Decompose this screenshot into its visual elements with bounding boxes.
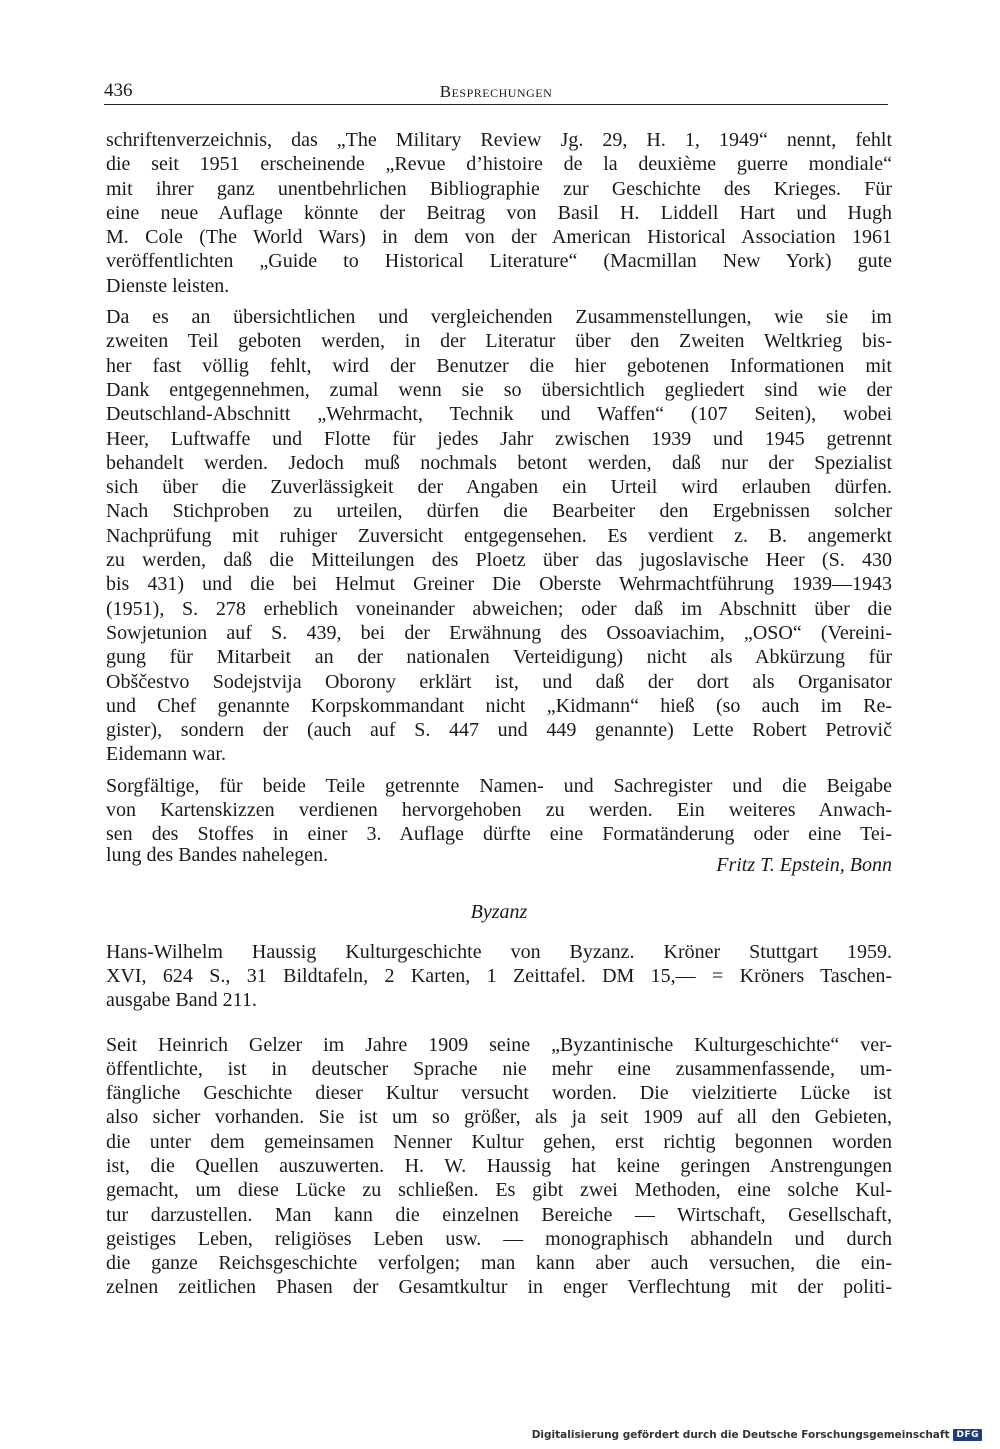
text-line: Da es an übersichtlichen und vergleichenden Zusammenstellungen, wie sie im <box>106 306 892 329</box>
running-head: Besprechungen <box>439 82 553 101</box>
text-line: Nachprüfung mit ruhiger Zuversicht entgegensehen. Es verdient z. B. angemerkt <box>106 524 892 547</box>
footer-text: Digitalisierung gefördert durch die Deutsche Forschungsgemeinschaft <box>531 1429 950 1441</box>
text-line: Deutschland-Abschnitt „Wehrmacht, Technik und Waffen“ (107 Seiten), wobei <box>106 403 892 426</box>
text-line: gemacht, um diese Lücke zu schließen. Es gibt zwei Methoden, eine solche Kul- <box>106 1179 892 1202</box>
text-line: die ganze Reichsgeschichte verfolgen; man kann aber auch versuchen, die ein- <box>106 1252 892 1275</box>
section-title: Byzanz <box>470 900 528 923</box>
page-body <box>106 128 892 1300</box>
paragraph-1 <box>106 128 892 298</box>
text-line: veröffentlichten „Guide to Historical Literature“ (Macmillan New York) gute <box>106 250 892 273</box>
text-line: und Chef genannte Korpskommandant nicht „Kidmann“ hieß (so auch im Re- <box>106 694 892 717</box>
text-line: Sowjetunion auf S. 439, bei der Erwähnung des Ossoaviachim, „OSO“ (Vereini- <box>106 621 892 644</box>
text-line: öffentlichte, ist in deutscher Sprache nie mehr eine zusammenfassende, um- <box>106 1057 892 1080</box>
text-line: sich über die Zuverlässigkeit der Angaben ein Urteil wird erlauben dürfen. <box>106 476 892 499</box>
text-line: mit ihrer ganz unentbehrlichen Bibliographie zur Geschichte des Krieges. Für <box>106 177 892 200</box>
text-line: Dienste leisten. <box>106 274 230 297</box>
text-line: Dank entgegennehmen, zumal wenn sie so übersichtlich gegliedert sind wie der <box>106 378 892 401</box>
text-line: eine neue Auflage könnte der Beitrag von Basil H. Liddell Hart und Hugh <box>106 201 892 224</box>
dfg-logo: DFG <box>953 1429 982 1441</box>
text-line: geistiges Leben, religiöses Leben usw. — monographisch abhandeln und durch <box>106 1227 892 1250</box>
signature-row <box>106 843 892 876</box>
text-line: lung des Bandes nahelegen. <box>106 843 329 866</box>
text-line: M. Cole (The World Wars) in dem von der American Historical Association 1961 <box>106 226 892 249</box>
text-line: also sicher vorhanden. Sie ist um so größer, als ja seit 1909 auf all den Gebieten, <box>106 1106 892 1129</box>
text-line: die unter dem gemeinsamen Nenner Kultur gehen, erst richtig begonnen worden <box>106 1130 892 1153</box>
paragraph-2 <box>106 305 892 767</box>
paragraph-3 <box>106 774 892 876</box>
text-line: sen des Stoffes in einer 3. Auflage dürfte eine Formatänderung oder eine Tei- <box>106 823 892 846</box>
text-line: schriftenverzeichnis, das „The Military Review Jg. 29, H. 1, 1949“ nennt, fehlt <box>106 129 892 151</box>
text-line: zu werden, daß die Mitteilungen des Ploetz über das jugoslavische Heer (S. 430 <box>106 549 892 572</box>
text-line: zelnen zeitlichen Phasen der Gesamtkultur in enger Verflechtung mit der politi- <box>106 1276 892 1299</box>
text-line: fängliche Geschichte dieser Kultur versucht worden. Die vielzitierte Lücke ist <box>106 1082 892 1105</box>
text-line: Hans-Wilhelm Haussig Kulturgeschichte von Byzanz. Kröner Stuttgart 1959. <box>106 940 892 963</box>
page-header <box>104 80 888 105</box>
text-line: her fast völlig fehlt, wird der Benutzer die hier gebotenen Informationen mit <box>106 354 892 377</box>
page-number: 436 <box>104 80 133 101</box>
text-line: Nach Stichproben zu urteilen, dürfen die Bearbeiter den Ergebnissen solcher <box>106 500 892 523</box>
digitization-footer <box>532 1429 982 1441</box>
text-line: Seit Heinrich Gelzer im Jahre 1909 seine „Byzantinische Kulturgeschichte“ ver- <box>106 1033 892 1056</box>
text-line: Sorgfältige, für beide Teile getrennte Namen- und Sachregister und die Beigabe <box>106 774 892 797</box>
text-line: ausgabe Band 211. <box>106 989 257 1012</box>
text-line: Obščestvo Sodejstvija Oborony erklärt ist, und daß der dort als Organisator <box>106 670 892 693</box>
book-citation <box>106 940 892 1013</box>
text-line: zweiten Teil geboten werden, in der Literatur über den Zweiten Weltkrieg bis- <box>106 330 892 353</box>
text-line: von Kartenskizzen verdienen hervorgehoben zu werden. Ein weiteres Anwach- <box>106 799 892 822</box>
review-author-signature: Fritz T. Epstein, Bonn <box>716 853 892 876</box>
text-line: Eidemann war. <box>106 743 226 766</box>
text-line: bis 431) und die bei Helmut Greiner Die Oberste Wehrmachtführung 1939—1943 <box>106 573 892 596</box>
text-line: tur darzustellen. Man kann die einzelnen Bereiche — Wirtschaft, Gesellschaft, <box>106 1203 892 1226</box>
text-line: die seit 1951 erscheinende „Revue d’histoire de la deuxième guerre mondiale“ <box>106 153 892 176</box>
text-line: XVI, 624 S., 31 Bildtafeln, 2 Karten, 1 Zeittafel. DM 15,— = Kröners Taschen- <box>106 964 892 987</box>
text-line: Heer, Luftwaffe und Flotte für jedes Jahr zwischen 1939 und 1945 getrennt <box>106 427 892 450</box>
text-line: (1951), S. 278 erheblich voneinander abweichen; oder daß im Abschnitt über die <box>106 597 892 620</box>
text-line: behandelt werden. Jedoch muß nochmals betont werden, daß nur der Spezialist <box>106 451 892 474</box>
text-line: gister), sondern der (auch auf S. 447 und 449 genannte) Lette Robert Petrovič <box>106 719 892 742</box>
paragraph-4 <box>106 1033 892 1300</box>
text-line: gung für Mitarbeit an der nationalen Verteidigung) nicht als Abkürzung für <box>106 646 892 669</box>
text-line: ist, die Quellen auszuwerten. H. W. Haussig hat keine geringen Anstrengungen <box>106 1154 892 1177</box>
